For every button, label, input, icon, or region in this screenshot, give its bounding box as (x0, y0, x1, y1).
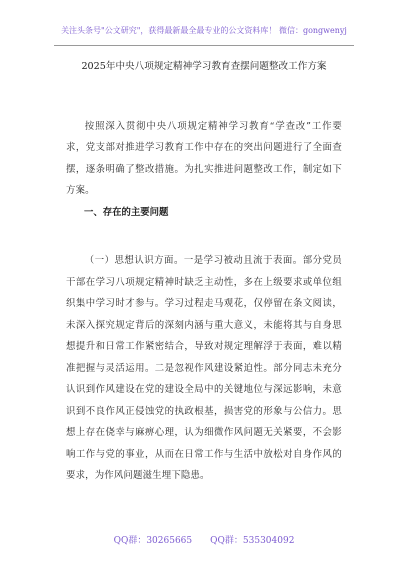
header-divider (54, 45, 354, 46)
body-paragraph: （一）思想认识方面。一是学习被动且流于表面。部分党员干部在学习八项规定精神时缺乏主动性，多在上级要求或单位组织集中学习时才参与。学习过程走马观花，仅停留在条文阅读，未深入探究规定背后的深刻内涵与重大意义，未能将其与自身思想提升和日常工作紧密结合，导致对规定理解浮于表面，难以精准把握与灵活运用。二是忽视作风建设紧迫性。部分同志未充分认识到作风建设在党的建设全局中的关键地位与深远影响，未意识到不良作风正侵蚀党的执政根基，损害党的形象与公信力。思想上存在侥幸与麻痹心理，认为细微作风问题无关紧要，不会影响工作与党的事业，从而在日常工作与生活中放松对自身作风的要求，为作风问题滋生埋下隐患。 (66, 255, 342, 481)
footer-qq-group-1: QQ群：30265665 (113, 536, 193, 546)
footer-qq-group-2: QQ群：535304092 (210, 536, 295, 546)
intro-paragraph: 按照深入贯彻中央八项规定精神学习教育“学查改”工作要求，党支部对推进学习教育工作中存在的突出问题进行了全面查摆，逐条明确了整改措施。为扎实推进问题整改工作，制定如下方案。 (66, 121, 342, 196)
footer (0, 534, 408, 548)
header-banner: 关注头条号"公文研究"，获得最新最全最专业的公文资料库！ 微信：gongwenyj (61, 26, 347, 35)
section-heading: 一、存在的主要问题 (84, 207, 169, 218)
document-title: 2025年中央八项规定精神学习教育查摆问题整改工作方案 (81, 61, 327, 72)
